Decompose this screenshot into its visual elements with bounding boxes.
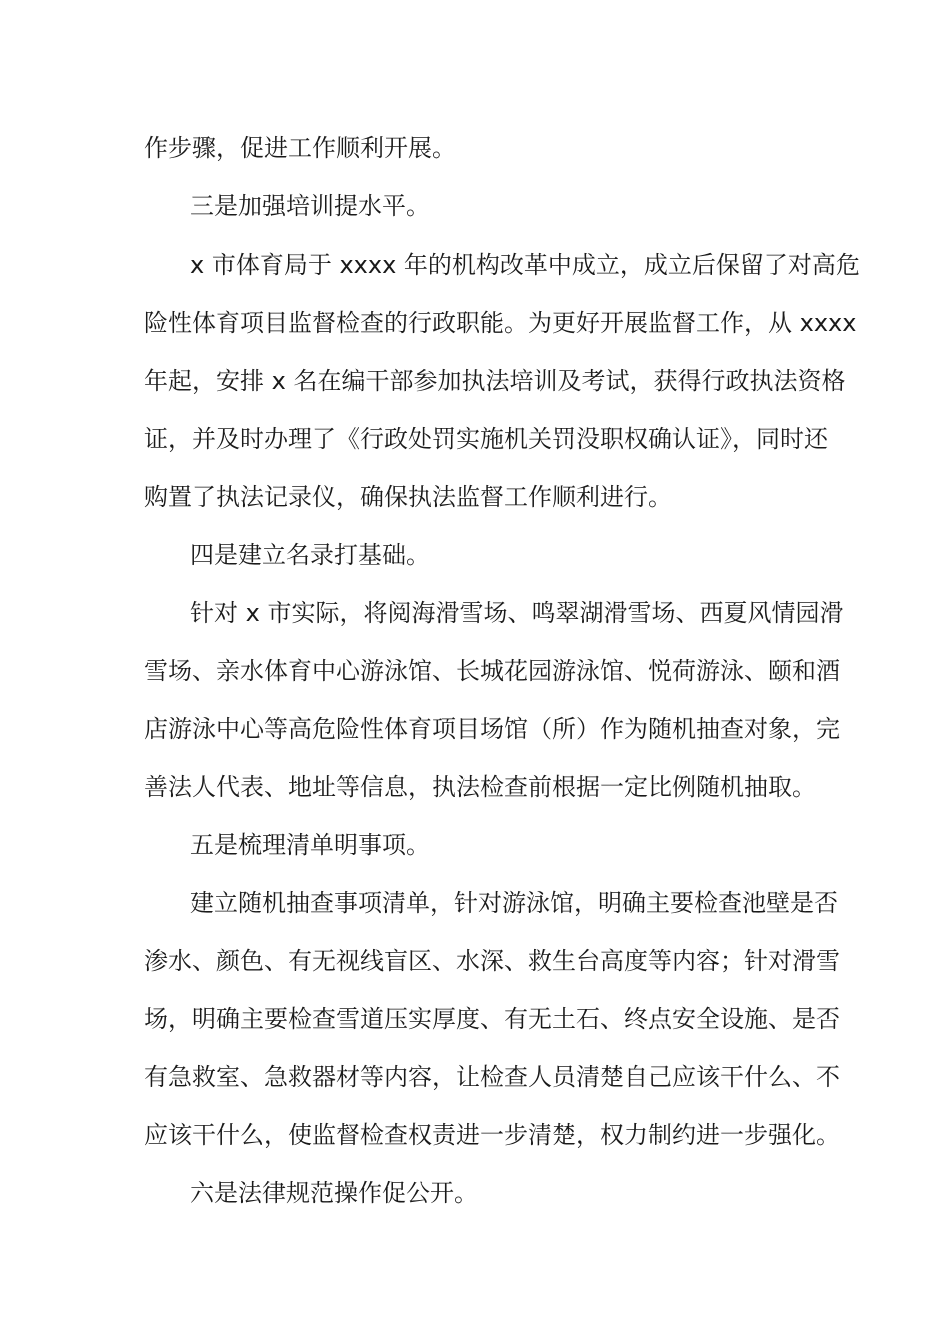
text-line: 针对 x 市实际，将阅海滑雪场、鸣翠湖滑雪场、西夏风情园滑 [190,599,844,627]
text-line: 购置了执法记录仪，确保执法监督工作顺利进行。 [144,483,672,511]
text-line: 有急救室、急救器材等内容，让检查人员清楚自己应该干什么、不 [144,1063,840,1091]
section-heading: 六是法律规范操作促公开。 [190,1179,478,1207]
section-heading: 四是建立名录打基础。 [190,541,430,569]
text-line: 雪场、亲水体育中心游泳馆、长城花园游泳馆、悦荷游泳、颐和酒 [144,657,840,685]
section-heading: 三是加强培训提水平。 [190,192,430,220]
text-line: 善法人代表、地址等信息，执法检查前根据一定比例随机抽取。 [144,773,816,801]
text-line: 险性体育项目监督检查的行政职能。为更好开展监督工作，从 xxxx [144,309,857,337]
text-line: 证，并及时办理了《行政处罚实施机关罚没职权确认证》，同时还 [144,425,828,453]
text-line: 作步骤，促进工作顺利开展。 [144,134,456,162]
section-heading: 五是梳理清单明事项。 [190,831,430,859]
text-line: 年起，安排 x 名在编干部参加执法培训及考试，获得行政执法资格 [144,367,846,395]
text-line: 建立随机抽查事项清单，针对游泳馆，明确主要检查池壁是否 [190,889,838,917]
text-line: 渗水、颜色、有无视线盲区、水深、救生台高度等内容；针对滑雪 [144,947,840,975]
text-line: 场，明确主要检查雪道压实厚度、有无土石、终点安全设施、是否 [144,1005,840,1033]
text-line: 应该干什么，使监督检查权责进一步清楚，权力制约进一步强化。 [144,1121,840,1149]
text-line: 店游泳中心等高危险性体育项目场馆（所）作为随机抽查对象，完 [144,715,840,743]
text-line: x 市体育局于 xxxx 年的机构改革中成立，成立后保留了对高危 [190,251,860,279]
